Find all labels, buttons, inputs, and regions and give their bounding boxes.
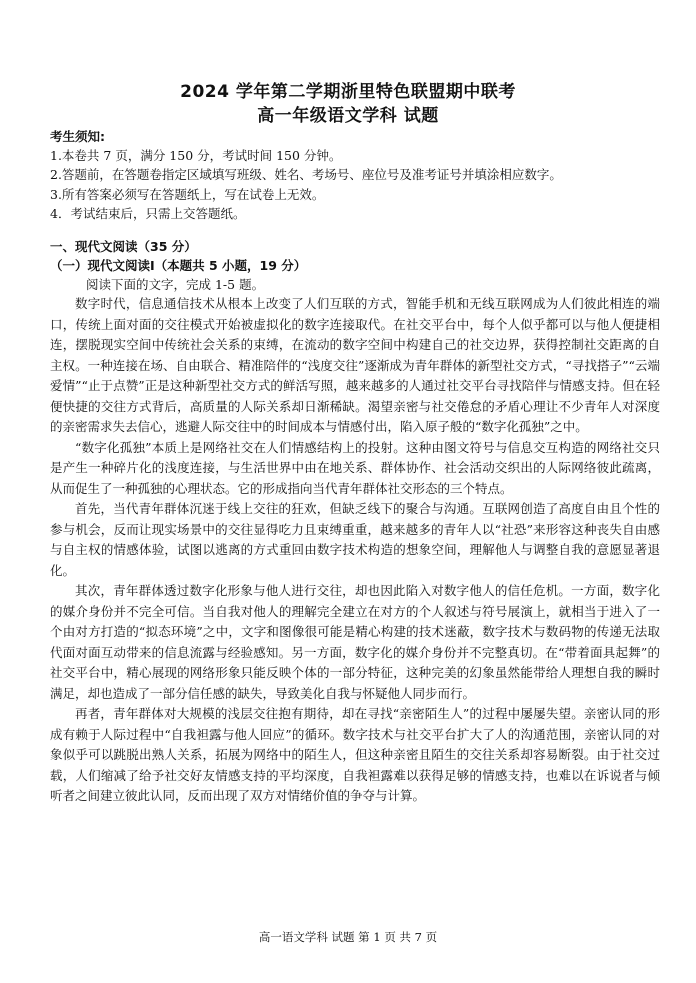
passage-paragraph: 其次，青年群体透过数字化形象与他人进行交往，却也因此陷入对数字他人的信任危机。一方面，数字化的媒介身份并不完全可信。当自我对他人的理解完全建立在对方的个人叙述与符号展演上，就相当于进入了一个由对方打造的“拟态环境”之中，文字和图像很可能是精心构建的技术迷蔽，数字技术与数码物的传递无法取代面对面互动带来的信息流露与经验感知。另一方面，数字化的媒介身份并不完整真切。在“带着面具起舞”的社交平台中，精心展现的网络形象只能反映个体的一部分特征，这种完美的幻象虽然能带给人理想自我的瞬时满足，却也造成了一部分信任感的缺失，导致美化自我与怀疑他人同步而行。 (50, 583, 660, 701)
notice-item: 1.本卷共 7 页，满分 150 分，考试时间 150 分钟。 (50, 148, 342, 163)
exam-subtitle: 高一年级语文学科 试题 (257, 106, 439, 126)
section-heading: 一、现代文阅读（35 分） (50, 239, 197, 254)
passage-paragraph: 数字时代，信息通信技术从根本上改变了人们互联的方式，智能手机和无线互联网成为人们彼此相连的端口，传统上面对面的交往模式开始被虚拟化的数字连接取代。在社交平台中，每个人似乎都可以与他人便捷相连，摆脱现实空间中传统社会关系的束缚，在流动的数字空间中构建自己的社交边界，获得控制社交距离的自主权。一种连接在场、自由联合、精准陪伴的“浅度交往”逐渐成为青年群体的新型社交方式，“寻找搭子”“云端爱情”“止于点赞”正是这种新型社交方式的鲜活写照，越来越多的人通过社交平台寻找陪伴与情感支持。但在轻便快捷的交往方式背后，高质量的人际关系却日渐稀缺。渴望亲密与社交倦怠的矛盾心理让不少青年人对深度的亲密需求失去信心，逃避人际交往中的时间成本与情感付出，陷入原子般的“数字化孤独”之中。 (50, 296, 660, 434)
notice-list (50, 146, 660, 223)
notice-item: 3.所有答案必须写在答题纸上，写在试卷上无效。 (50, 186, 325, 202)
reading-passage (50, 294, 660, 807)
notice-heading: 考生须知: (50, 129, 105, 144)
passage-paragraph: 首先，当代青年群体沉迷于线上交往的狂欢，但缺乏线下的聚合与沟通。互联网创造了高度自由且个性的参与机会，反而让现实场景中的交往显得吃力且束缚重重，越来越多的青年人以“社恐”来形容这种丧失自由感与自主权的情感体验，试图以逃离的方式重回由数字技术构造的想象空间，理解他人与调整自我的意愿显著退化。 (50, 501, 660, 578)
section-subheading: （一）现代文阅读Ⅰ（本题共 5 小题，19 分） (50, 258, 307, 273)
notice-item: 4．考试结束后，只需上交答题纸。 (50, 205, 246, 221)
reading-instruction: 阅读下面的文字，完成 1-5 题。 (86, 277, 265, 292)
notice-item: 2.答题前，在答题卷指定区域填写班级、姓名、考场号、座位号及准考证号并填涂相应数字。 (50, 167, 562, 183)
passage-paragraph: “数字化孤独”本质上是网络社交在人们情感结构上的投射。这种由图文符号与信息交互构造的网络社交只是产生一种碎片化的浅度连接，与生活世界中由在地关系、群体协作、社会活动交织出的人际网络彼此疏离，从而促生了一种孤独的心理状态。它的形成指向当代青年群体社交形态的三个特点。 (50, 439, 660, 496)
page-footer: 高一语文学科 试题 第 1 页 共 7 页 (258, 930, 438, 944)
exam-title: 2024 学年第二学期浙里特色联盟期中联考 (180, 82, 516, 102)
passage-paragraph: 再者，青年群体对大规模的浅层交往抱有期待，却在寻找“亲密陌生人”的过程中屡屡失望。亲密认同的形成有赖于人际过程中“自我袒露与他人回应”的循环。数字技术与社交平台扩大了人的沟通范围，亲密认同的对象似乎可以跳脱出熟人关系，拓展为网络中的陌生人，但这种亲密且陌生的交往关系却容易断裂。由于社交过载，人们缩减了给予社交好友情感支持的平均深度，自我袒露难以获得足够的情感支持，也难以在诉说者与倾听者之间建立彼此认同，反而出现了双方对情绪价值的争夺与计算。 (50, 706, 660, 803)
